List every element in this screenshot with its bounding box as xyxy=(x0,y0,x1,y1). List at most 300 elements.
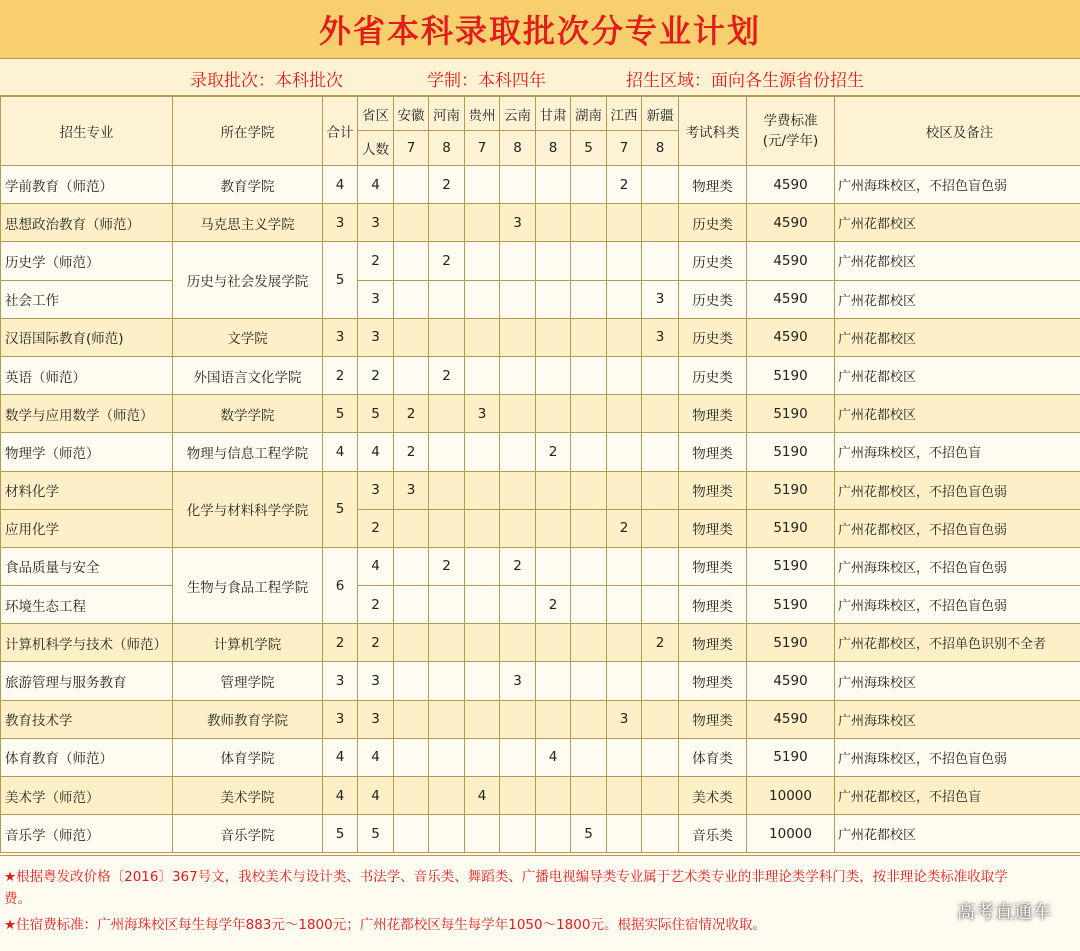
gansu-cell xyxy=(536,662,571,700)
page-title: 外省本科录取批次分专业计划 xyxy=(0,0,1080,59)
table-row xyxy=(1,471,1080,509)
people-cell: 3 xyxy=(358,700,394,738)
table-row xyxy=(1,624,1080,662)
fee-cell: 5190 xyxy=(747,356,835,394)
guizhou-cell xyxy=(465,815,500,853)
hunan-cell xyxy=(571,624,607,662)
fee-cell: 4590 xyxy=(747,662,835,700)
college-cell: 教育学院 xyxy=(173,166,323,204)
gansu-cell xyxy=(536,777,571,815)
total-cell: 3 xyxy=(323,318,358,356)
xinjiang-cell: 3 xyxy=(642,318,679,356)
fee-cell: 4590 xyxy=(747,204,835,242)
total-cell: 3 xyxy=(323,662,358,700)
fee-cell: 5190 xyxy=(747,433,835,471)
jiangxi-cell xyxy=(607,471,642,509)
subject-cell: 历史类 xyxy=(679,242,747,280)
table-row xyxy=(1,738,1080,776)
subject-cell: 美术类 xyxy=(679,777,747,815)
header-province-henan: 河南 xyxy=(429,97,465,131)
major-cell: 旅游管理与服务教育 xyxy=(1,662,173,700)
subject-cell: 音乐类 xyxy=(679,815,747,853)
table-row xyxy=(1,662,1080,700)
anhui-cell xyxy=(394,777,429,815)
region-info: 招生区域：面向各生源省份招生 xyxy=(626,66,864,91)
gansu-cell xyxy=(536,280,571,318)
gansu-cell xyxy=(536,242,571,280)
footnote-art-fee-cont: 费。 xyxy=(4,888,31,910)
table-row xyxy=(1,700,1080,738)
fee-cell: 4590 xyxy=(747,700,835,738)
jiangxi-cell xyxy=(607,433,642,471)
xinjiang-cell xyxy=(642,509,679,547)
enrollment-info-bar xyxy=(0,59,1080,96)
yunnan-cell: 3 xyxy=(500,204,536,242)
program-length-info: 学制：本科四年 xyxy=(427,66,546,91)
total-cell: 5 xyxy=(323,242,358,318)
header-subject: 考试科类 xyxy=(679,97,747,166)
jiangxi-cell xyxy=(607,624,642,662)
yunnan-cell xyxy=(500,738,536,776)
subject-cell: 物理类 xyxy=(679,624,747,662)
guizhou-cell xyxy=(465,318,500,356)
major-cell: 美术学（师范） xyxy=(1,777,173,815)
xinjiang-cell xyxy=(642,815,679,853)
header-province-anhui: 安徽 xyxy=(394,97,429,131)
guizhou-cell xyxy=(465,547,500,585)
fee-cell: 5190 xyxy=(747,547,835,585)
hunan-cell xyxy=(571,204,607,242)
anhui-cell xyxy=(394,242,429,280)
anhui-cell xyxy=(394,547,429,585)
yunnan-cell xyxy=(500,395,536,433)
header-people: 人数 xyxy=(358,131,394,166)
campus-note-cell: 广州花都校区 xyxy=(835,815,1080,853)
jiangxi-cell xyxy=(607,356,642,394)
watermark: 高考直通车 xyxy=(957,898,1052,924)
major-cell: 社会工作 xyxy=(1,280,173,318)
hunan-cell xyxy=(571,738,607,776)
henan-cell xyxy=(429,777,465,815)
guizhou-cell xyxy=(465,433,500,471)
jiangxi-cell xyxy=(607,662,642,700)
anhui-cell xyxy=(394,356,429,394)
henan-cell xyxy=(429,586,465,624)
total-cell: 5 xyxy=(323,471,358,547)
guizhou-cell xyxy=(465,471,500,509)
major-cell: 汉语国际教育(师范) xyxy=(1,318,173,356)
henan-cell xyxy=(429,471,465,509)
total-cell: 4 xyxy=(323,738,358,776)
xinjiang-cell xyxy=(642,777,679,815)
anhui-cell xyxy=(394,586,429,624)
hunan-cell xyxy=(571,242,607,280)
fee-cell: 5190 xyxy=(747,738,835,776)
campus-note-cell: 广州花都校区，不招色盲色弱 xyxy=(835,471,1080,509)
campus-note-cell: 广州海珠校区，不招色盲色弱 xyxy=(835,166,1080,204)
header-major: 招生专业 xyxy=(1,97,173,166)
subject-cell: 历史类 xyxy=(679,204,747,242)
campus-note-cell: 广州花都校区 xyxy=(835,280,1080,318)
header-province-hunan: 湖南 xyxy=(571,97,607,131)
major-cell: 音乐学（师范） xyxy=(1,815,173,853)
gansu-cell: 4 xyxy=(536,738,571,776)
header-fee xyxy=(747,97,835,166)
fee-cell: 10000 xyxy=(747,815,835,853)
people-cell: 3 xyxy=(358,662,394,700)
gansu-cell xyxy=(536,356,571,394)
subject-cell: 物理类 xyxy=(679,700,747,738)
campus-note-cell: 广州花都校区 xyxy=(835,356,1080,394)
campus-note-cell: 广州海珠校区，不招色盲 xyxy=(835,433,1080,471)
subject-cell: 物理类 xyxy=(679,509,747,547)
xinjiang-cell xyxy=(642,356,679,394)
xinjiang-cell xyxy=(642,395,679,433)
guizhou-cell xyxy=(465,738,500,776)
header-count-hunan: 5 xyxy=(571,131,607,166)
guizhou-cell xyxy=(465,662,500,700)
college-cell: 音乐学院 xyxy=(173,815,323,853)
people-cell: 2 xyxy=(358,624,394,662)
table-row xyxy=(1,815,1080,853)
jiangxi-cell xyxy=(607,815,642,853)
major-cell: 物理学（师范） xyxy=(1,433,173,471)
college-cell: 马克思主义学院 xyxy=(173,204,323,242)
subject-cell: 历史类 xyxy=(679,318,747,356)
fee-cell: 5190 xyxy=(747,624,835,662)
xinjiang-cell xyxy=(642,586,679,624)
henan-cell xyxy=(429,318,465,356)
subject-cell: 物理类 xyxy=(679,471,747,509)
hunan-cell xyxy=(571,395,607,433)
total-cell: 5 xyxy=(323,815,358,853)
footnote-dorm-fee: ★住宿费标准：广州海珠校区每生每学年883元～1800元；广州花都校区每生每学年1050～1800元。根据实际住宿情况收取。 xyxy=(4,914,766,936)
header-college: 所在学院 xyxy=(173,97,323,166)
guizhou-cell xyxy=(465,166,500,204)
hunan-cell xyxy=(571,700,607,738)
henan-cell xyxy=(429,395,465,433)
subject-cell: 物理类 xyxy=(679,395,747,433)
gansu-cell xyxy=(536,166,571,204)
table-row xyxy=(1,356,1080,394)
yunnan-cell xyxy=(500,700,536,738)
college-cell: 计算机学院 xyxy=(173,624,323,662)
fee-cell: 5190 xyxy=(747,395,835,433)
total-cell: 4 xyxy=(323,433,358,471)
yunnan-cell: 3 xyxy=(500,662,536,700)
people-cell: 2 xyxy=(358,586,394,624)
fee-cell: 4590 xyxy=(747,280,835,318)
header-province-yunnan: 云南 xyxy=(500,97,536,131)
jiangxi-cell xyxy=(607,777,642,815)
yunnan-cell xyxy=(500,242,536,280)
college-cell: 管理学院 xyxy=(173,662,323,700)
total-cell: 4 xyxy=(323,777,358,815)
yunnan-cell: 2 xyxy=(500,547,536,585)
total-cell: 2 xyxy=(323,356,358,394)
anhui-cell xyxy=(394,509,429,547)
jiangxi-cell: 2 xyxy=(607,166,642,204)
header-count-yunnan: 8 xyxy=(500,131,536,166)
fee-cell: 5190 xyxy=(747,586,835,624)
major-cell: 食品质量与安全 xyxy=(1,547,173,585)
major-cell: 计算机科学与技术（师范） xyxy=(1,624,173,662)
campus-note-cell: 广州海珠校区 xyxy=(835,700,1080,738)
college-cell: 数学学院 xyxy=(173,395,323,433)
header-fee-label: 学费标准 xyxy=(747,111,834,131)
hunan-cell xyxy=(571,471,607,509)
subject-cell: 物理类 xyxy=(679,662,747,700)
henan-cell xyxy=(429,738,465,776)
anhui-cell xyxy=(394,662,429,700)
jiangxi-cell xyxy=(607,738,642,776)
xinjiang-cell: 2 xyxy=(642,624,679,662)
people-cell: 5 xyxy=(358,395,394,433)
yunnan-cell xyxy=(500,166,536,204)
campus-note-cell: 广州花都校区，不招色盲色弱 xyxy=(835,509,1080,547)
table-row xyxy=(1,547,1080,585)
major-cell: 历史学（师范） xyxy=(1,242,173,280)
hunan-cell xyxy=(571,777,607,815)
header-count-guizhou: 7 xyxy=(465,131,500,166)
table-row xyxy=(1,204,1080,242)
fee-cell: 5190 xyxy=(747,471,835,509)
jiangxi-cell xyxy=(607,395,642,433)
campus-note-cell: 广州花都校区 xyxy=(835,204,1080,242)
campus-note-cell: 广州花都校区，不招单色识别不全者 xyxy=(835,624,1080,662)
college-cell: 生物与食品工程学院 xyxy=(173,547,323,623)
people-cell: 2 xyxy=(358,509,394,547)
xinjiang-cell xyxy=(642,433,679,471)
header-total: 合计 xyxy=(323,97,358,166)
people-cell: 3 xyxy=(358,280,394,318)
campus-note-cell: 广州海珠校区，不招色盲色弱 xyxy=(835,586,1080,624)
subject-cell: 历史类 xyxy=(679,280,747,318)
yunnan-cell xyxy=(500,356,536,394)
campus-note-cell: 广州海珠校区，不招色盲色弱 xyxy=(835,738,1080,776)
jiangxi-cell xyxy=(607,280,642,318)
people-cell: 2 xyxy=(358,356,394,394)
college-cell: 体育学院 xyxy=(173,738,323,776)
hunan-cell xyxy=(571,586,607,624)
header-province-guizhou: 贵州 xyxy=(465,97,500,131)
yunnan-cell xyxy=(500,280,536,318)
college-cell: 物理与信息工程学院 xyxy=(173,433,323,471)
guizhou-cell: 4 xyxy=(465,777,500,815)
henan-cell xyxy=(429,815,465,853)
anhui-cell xyxy=(394,815,429,853)
anhui-cell xyxy=(394,166,429,204)
major-cell: 应用化学 xyxy=(1,509,173,547)
guizhou-cell: 3 xyxy=(465,395,500,433)
header-count-xinjiang: 8 xyxy=(642,131,679,166)
hunan-cell xyxy=(571,318,607,356)
yunnan-cell xyxy=(500,433,536,471)
header-province-xinjiang: 新疆 xyxy=(642,97,679,131)
hunan-cell: 5 xyxy=(571,815,607,853)
college-cell: 外国语言文化学院 xyxy=(173,356,323,394)
anhui-cell xyxy=(394,204,429,242)
anhui-cell xyxy=(394,700,429,738)
total-cell: 4 xyxy=(323,166,358,204)
guizhou-cell xyxy=(465,280,500,318)
people-cell: 4 xyxy=(358,738,394,776)
major-cell: 环境生态工程 xyxy=(1,586,173,624)
jiangxi-cell: 3 xyxy=(607,700,642,738)
xinjiang-cell: 3 xyxy=(642,280,679,318)
gansu-cell: 2 xyxy=(536,433,571,471)
guizhou-cell xyxy=(465,509,500,547)
anhui-cell: 2 xyxy=(394,433,429,471)
table-row xyxy=(1,280,1080,318)
people-cell: 4 xyxy=(358,547,394,585)
gansu-cell xyxy=(536,318,571,356)
xinjiang-cell xyxy=(642,471,679,509)
table-row xyxy=(1,395,1080,433)
people-cell: 5 xyxy=(358,815,394,853)
hunan-cell xyxy=(571,509,607,547)
henan-cell: 2 xyxy=(429,166,465,204)
yunnan-cell xyxy=(500,318,536,356)
gansu-cell xyxy=(536,471,571,509)
gansu-cell xyxy=(536,815,571,853)
total-cell: 3 xyxy=(323,204,358,242)
enrollment-plan-table xyxy=(0,96,1080,853)
jiangxi-cell xyxy=(607,586,642,624)
table-row xyxy=(1,586,1080,624)
guizhou-cell xyxy=(465,204,500,242)
header-count-gansu: 8 xyxy=(536,131,571,166)
gansu-cell: 2 xyxy=(536,586,571,624)
gansu-cell xyxy=(536,700,571,738)
header-fee-unit: (元/学年) xyxy=(747,131,834,151)
table-row xyxy=(1,166,1080,204)
henan-cell: 2 xyxy=(429,242,465,280)
table-row xyxy=(1,433,1080,471)
xinjiang-cell xyxy=(642,738,679,776)
henan-cell: 2 xyxy=(429,356,465,394)
gansu-cell xyxy=(536,204,571,242)
people-cell: 2 xyxy=(358,242,394,280)
major-cell: 材料化学 xyxy=(1,471,173,509)
subject-cell: 历史类 xyxy=(679,356,747,394)
xinjiang-cell xyxy=(642,166,679,204)
batch-info: 录取批次：本科批次 xyxy=(190,66,343,91)
anhui-cell xyxy=(394,624,429,662)
henan-cell xyxy=(429,509,465,547)
hunan-cell xyxy=(571,280,607,318)
major-cell: 数学与应用数学（师范） xyxy=(1,395,173,433)
hunan-cell xyxy=(571,662,607,700)
header-province-jiangxi: 江西 xyxy=(607,97,642,131)
campus-note-cell: 广州海珠校区，不招色盲色弱 xyxy=(835,547,1080,585)
guizhou-cell xyxy=(465,242,500,280)
fee-cell: 4590 xyxy=(747,166,835,204)
jiangxi-cell xyxy=(607,242,642,280)
people-cell: 4 xyxy=(358,433,394,471)
anhui-cell: 3 xyxy=(394,471,429,509)
campus-note-cell: 广州花都校区 xyxy=(835,395,1080,433)
subject-cell: 物理类 xyxy=(679,433,747,471)
subject-cell: 体育类 xyxy=(679,738,747,776)
hunan-cell xyxy=(571,433,607,471)
campus-note-cell: 广州花都校区，不招色盲 xyxy=(835,777,1080,815)
henan-cell: 2 xyxy=(429,547,465,585)
total-cell: 3 xyxy=(323,700,358,738)
people-cell: 3 xyxy=(358,471,394,509)
xinjiang-cell xyxy=(642,204,679,242)
fee-cell: 10000 xyxy=(747,777,835,815)
guizhou-cell xyxy=(465,356,500,394)
henan-cell xyxy=(429,700,465,738)
yunnan-cell xyxy=(500,624,536,662)
college-cell: 化学与材料科学学院 xyxy=(173,471,323,547)
major-cell: 思想政治教育（师范） xyxy=(1,204,173,242)
header-count-henan: 8 xyxy=(429,131,465,166)
anhui-cell xyxy=(394,738,429,776)
header-count-anhui: 7 xyxy=(394,131,429,166)
major-cell: 学前教育（师范） xyxy=(1,166,173,204)
table-row xyxy=(1,318,1080,356)
jiangxi-cell xyxy=(607,547,642,585)
hunan-cell xyxy=(571,356,607,394)
subject-cell: 物理类 xyxy=(679,166,747,204)
yunnan-cell xyxy=(500,815,536,853)
hunan-cell xyxy=(571,166,607,204)
jiangxi-cell xyxy=(607,318,642,356)
college-cell: 美术学院 xyxy=(173,777,323,815)
campus-note-cell: 广州花都校区 xyxy=(835,318,1080,356)
gansu-cell xyxy=(536,395,571,433)
major-cell: 体育教育（师范） xyxy=(1,738,173,776)
header-province-gansu: 甘肃 xyxy=(536,97,571,131)
header-province: 省区 xyxy=(358,97,394,131)
major-cell: 英语（师范） xyxy=(1,356,173,394)
fee-cell: 5190 xyxy=(747,509,835,547)
henan-cell xyxy=(429,662,465,700)
college-cell: 文学院 xyxy=(173,318,323,356)
college-cell: 历史与社会发展学院 xyxy=(173,242,323,318)
subject-cell: 物理类 xyxy=(679,586,747,624)
total-cell: 6 xyxy=(323,547,358,623)
anhui-cell: 2 xyxy=(394,395,429,433)
footnote-art-fee: ★根据粤发改价格〔2016〕367号文，我校美术与设计类、书法学、音乐类、舞蹈类、广播电视编导类专业属于艺术类专业的非理论类学科门类，按非理论类标准收取学 xyxy=(4,866,1008,888)
college-cell: 教师教育学院 xyxy=(173,700,323,738)
subject-cell: 物理类 xyxy=(679,547,747,585)
footnotes xyxy=(0,855,1080,951)
guizhou-cell xyxy=(465,624,500,662)
xinjiang-cell xyxy=(642,242,679,280)
henan-cell xyxy=(429,433,465,471)
yunnan-cell xyxy=(500,777,536,815)
total-cell: 5 xyxy=(323,395,358,433)
total-cell: 2 xyxy=(323,624,358,662)
major-cell: 教育技术学 xyxy=(1,700,173,738)
henan-cell xyxy=(429,204,465,242)
guizhou-cell xyxy=(465,586,500,624)
jiangxi-cell: 2 xyxy=(607,509,642,547)
table-row xyxy=(1,242,1080,280)
people-cell: 4 xyxy=(358,166,394,204)
henan-cell xyxy=(429,280,465,318)
xinjiang-cell xyxy=(642,662,679,700)
jiangxi-cell xyxy=(607,204,642,242)
xinjiang-cell xyxy=(642,547,679,585)
campus-note-cell: 广州花都校区 xyxy=(835,242,1080,280)
people-cell: 3 xyxy=(358,318,394,356)
yunnan-cell xyxy=(500,586,536,624)
table-row xyxy=(1,777,1080,815)
